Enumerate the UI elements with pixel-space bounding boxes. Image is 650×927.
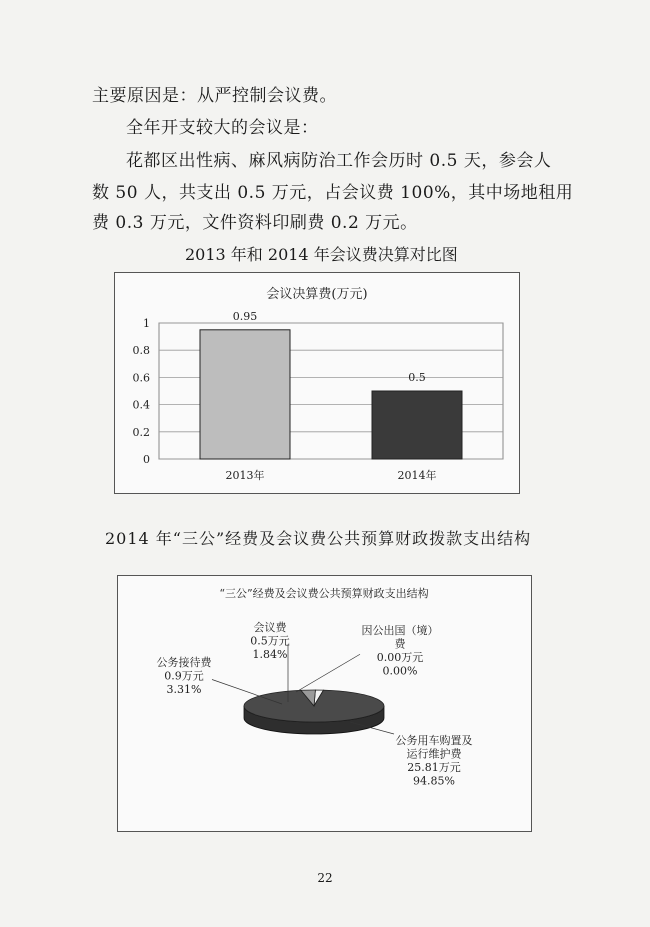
- bar-chart-frame: [114, 272, 520, 494]
- pie-label-line: 因公出国（境）: [361, 624, 439, 637]
- pie-label-line: 0.9万元: [164, 669, 204, 683]
- pie-label-line: 费: [394, 637, 406, 651]
- bar: [200, 330, 290, 459]
- pie-label-line: 94.85%: [413, 774, 455, 788]
- pie-label-line: 0.5万元: [250, 634, 290, 648]
- paragraph-line-1: 主要原因是：从严控制会议费。: [92, 86, 337, 106]
- pie-label-line: 25.81万元: [407, 761, 461, 774]
- bar-chart-heading: 2013 年和 2014 年会议费决算对比图: [185, 245, 458, 264]
- paragraph-line-2: 全年开支较大的会议是：: [126, 118, 319, 138]
- y-tick-label: 0.6: [132, 371, 150, 385]
- pie-label-line: 0.00万元: [376, 651, 424, 664]
- leader-line: [212, 680, 282, 705]
- y-tick-label: 0.8: [132, 344, 150, 358]
- bar-value-label: 0.5: [408, 371, 426, 384]
- pie-chart-frame: [117, 575, 532, 832]
- pie-label-line: 运行维护费: [406, 747, 462, 761]
- leader-line: [296, 654, 360, 692]
- x-tick-label: 2013年: [225, 469, 265, 482]
- pie-label-line: 1.84%: [252, 648, 288, 661]
- y-tick-label: 1: [143, 317, 150, 330]
- pie-chart-title: “三公”经费及会议费公共预算财政支出结构: [219, 587, 429, 600]
- pie-label-line: 公务接待费: [156, 656, 212, 669]
- pie-label: [396, 733, 473, 788]
- paragraph-line-4: 数 50 人，共支出 0.5 万元，占会议费 100%，其中场地租用: [92, 183, 574, 203]
- pie-label-line: 公务用车购置及: [395, 734, 473, 747]
- pie-label: [362, 623, 439, 678]
- pie-label: [157, 655, 213, 696]
- y-tick-label: 0: [143, 453, 150, 466]
- pie-chart: [118, 576, 531, 831]
- page-number: 22: [317, 871, 333, 885]
- pie-label: [250, 620, 290, 661]
- y-tick-label: 0.4: [132, 398, 150, 412]
- bar-value-label: 0.95: [232, 309, 258, 323]
- paragraph-line-3: 花都区出性病、麻风病防治工作会历时 0.5 天，参会人: [126, 151, 552, 171]
- pie-label-line: 0.00%: [382, 664, 418, 678]
- pie-label-line: 会议费: [253, 621, 287, 634]
- pie-chart-heading: 2014 年“三公”经费及会议费公共预算财政拨款支出结构: [105, 529, 532, 548]
- bar-chart-title: 会议决算费(万元): [266, 287, 368, 302]
- paragraph-line-5: 费 0.3 万元，文件资料印刷费 0.2 万元。: [92, 213, 418, 233]
- bar-chart: [115, 273, 519, 493]
- pie-label-line: 3.31%: [166, 683, 202, 696]
- y-tick-label: 0.2: [132, 425, 150, 439]
- x-tick-label: 2014年: [397, 469, 437, 482]
- bar: [372, 391, 462, 459]
